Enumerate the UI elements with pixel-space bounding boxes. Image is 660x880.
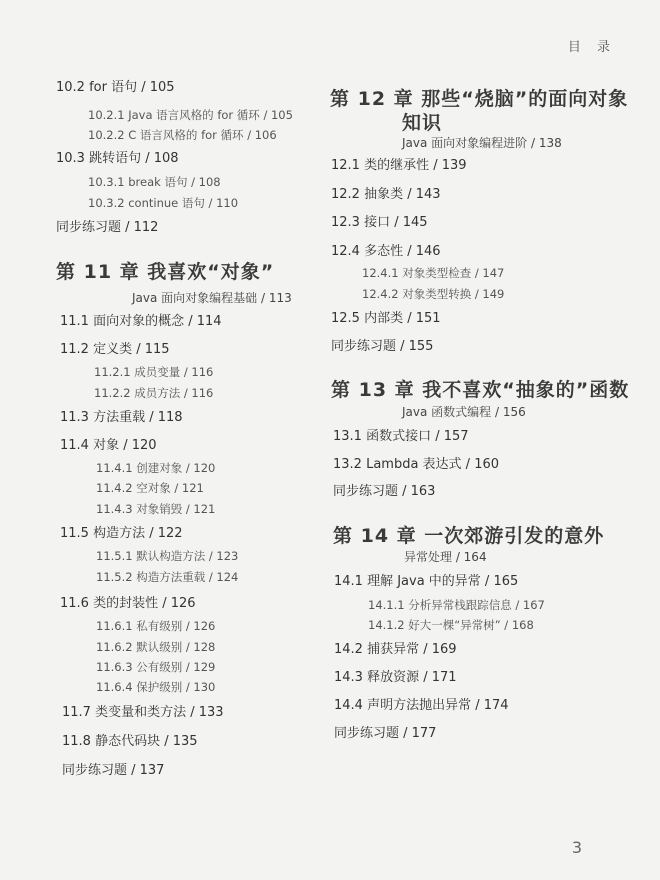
running-header: 目 录 — [567, 40, 616, 55]
toc-section-10-2: 10.2 for 语句 / 105 — [56, 80, 175, 95]
toc-section-14-4: 14.4 声明方法抛出异常 / 174 — [334, 698, 509, 713]
toc-section-11-3: 11.3 方法重载 / 118 — [60, 410, 183, 425]
toc-section-11-7: 11.7 类变量和类方法 / 133 — [62, 705, 224, 720]
toc-section-14-1: 14.1 理解 Java 中的异常 / 165 — [334, 574, 519, 589]
toc-subsection-10-3-1: 10.3.1 break 语句 / 108 — [88, 175, 221, 189]
chapter-13-subtitle: Java 函数式编程 / 156 — [402, 405, 526, 419]
toc-section-12-1: 12.1 类的继承性 / 139 — [331, 158, 467, 173]
toc-subsection-14-1-2: 14.1.2 好大一棵“异常树” / 168 — [368, 618, 534, 632]
chapter-12-title: 第 12 章 那些“烧脑”的面向对象 — [330, 88, 629, 110]
toc-subsection-11-5-1: 11.5.1 默认构造方法 / 123 — [96, 549, 239, 563]
toc-subsection-11-4-1: 11.4.1 创建对象 / 120 — [96, 461, 216, 475]
chapter-12-title-continued: 知识 — [402, 112, 443, 134]
toc-section-11-5: 11.5 构造方法 / 122 — [60, 526, 183, 541]
toc-exercises-ch14: 同步练习题 / 177 — [334, 726, 437, 741]
toc-section-11-4: 11.4 对象 / 120 — [60, 438, 157, 453]
toc-section-11-1: 11.1 面向对象的概念 / 114 — [60, 314, 222, 329]
toc-subsection-10-2-1: 10.2.1 Java 语言风格的 for 循环 / 105 — [88, 108, 293, 122]
toc-exercises-ch10: 同步练习题 / 112 — [56, 220, 159, 235]
page-number: 3 — [571, 838, 582, 857]
toc-subsection-11-6-4: 11.6.4 保护级别 / 130 — [96, 680, 216, 694]
toc-section-12-5: 12.5 内部类 / 151 — [331, 311, 441, 326]
chapter-12-subtitle: Java 面向对象编程进阶 / 138 — [402, 136, 562, 150]
toc-subsection-11-4-3: 11.4.3 对象销毁 / 121 — [96, 502, 216, 516]
toc-subsection-12-4-2: 12.4.2 对象类型转换 / 149 — [362, 287, 505, 301]
toc-section-14-3: 14.3 释放资源 / 171 — [334, 670, 457, 685]
chapter-14-title: 第 14 章 一次郊游引发的意外 — [333, 525, 605, 547]
toc-subsection-10-3-2: 10.3.2 continue 语句 / 110 — [88, 196, 239, 210]
toc-section-13-2: 13.2 Lambda 表达式 / 160 — [333, 457, 500, 472]
chapter-14-subtitle: 异常处理 / 164 — [404, 550, 487, 564]
toc-section-13-1: 13.1 函数式接口 / 157 — [333, 429, 469, 444]
toc-section-10-3: 10.3 跳转语句 / 108 — [56, 151, 179, 166]
toc-exercises-ch11: 同步练习题 / 137 — [62, 763, 165, 778]
toc-exercises-ch12: 同步练习题 / 155 — [331, 339, 434, 354]
chapter-11-subtitle: Java 面向对象编程基础 / 113 — [132, 291, 292, 305]
toc-section-12-3: 12.3 接口 / 145 — [331, 215, 428, 230]
toc-subsection-11-5-2: 11.5.2 构造方法重载 / 124 — [96, 570, 239, 584]
toc-subsection-11-6-3: 11.6.3 公有级别 / 129 — [96, 660, 216, 674]
toc-exercises-ch13: 同步练习题 / 163 — [333, 484, 436, 499]
chapter-13-title: 第 13 章 我不喜欢“抽象的”函数 — [331, 379, 630, 401]
toc-subsection-12-4-1: 12.4.1 对象类型检查 / 147 — [362, 266, 505, 280]
toc-subsection-11-6-2: 11.6.2 默认级别 / 128 — [96, 640, 216, 654]
toc-subsection-11-6-1: 11.6.1 私有级别 / 126 — [96, 619, 216, 633]
toc-subsection-11-2-2: 11.2.2 成员方法 / 116 — [94, 386, 214, 400]
toc-section-11-2: 11.2 定义类 / 115 — [60, 342, 170, 357]
toc-section-11-8: 11.8 静态代码块 / 135 — [62, 734, 198, 749]
toc-section-11-6: 11.6 类的封装性 / 126 — [60, 596, 196, 611]
chapter-11-title: 第 11 章 我喜欢“对象” — [56, 261, 275, 283]
toc-subsection-14-1-1: 14.1.1 分析异常栈跟踪信息 / 167 — [368, 598, 545, 612]
toc-subsection-11-2-1: 11.2.1 成员变量 / 116 — [94, 365, 214, 379]
toc-section-14-2: 14.2 捕获异常 / 169 — [334, 642, 457, 657]
toc-subsection-10-2-2: 10.2.2 C 语言风格的 for 循环 / 106 — [88, 128, 277, 142]
toc-section-12-4: 12.4 多态性 / 146 — [331, 244, 441, 259]
toc-section-12-2: 12.2 抽象类 / 143 — [331, 187, 441, 202]
toc-subsection-11-4-2: 11.4.2 空对象 / 121 — [96, 481, 204, 495]
